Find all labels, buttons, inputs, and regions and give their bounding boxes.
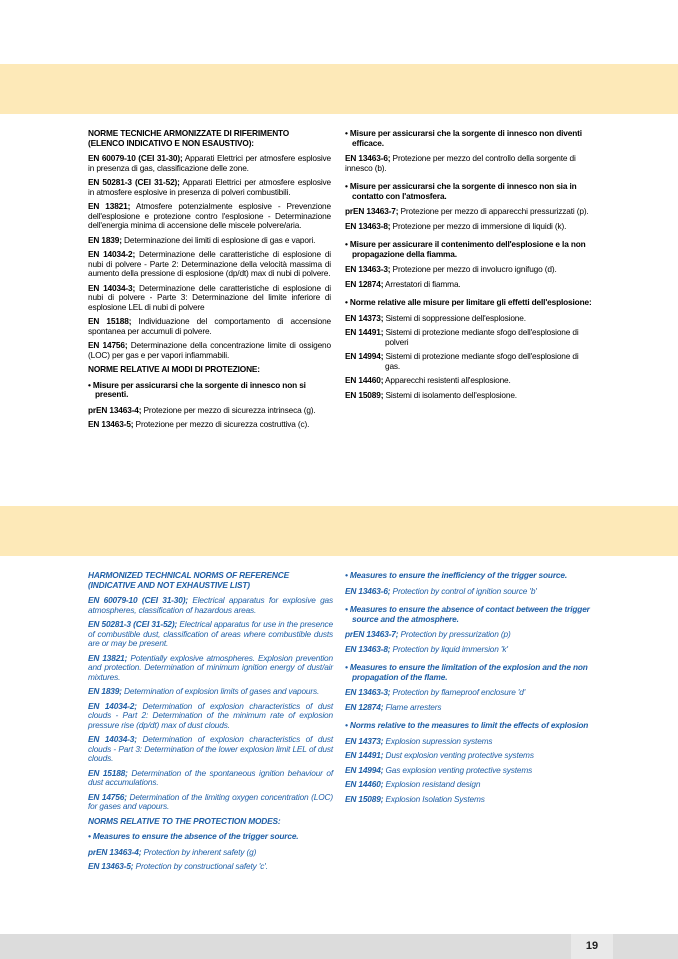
norm-entry: EN 15188; Determination of the spontaneous ignition behaviour of dust accumulations. bbox=[88, 767, 333, 787]
norm-entry: prEN 13463-7; Protection by pressurization (p) bbox=[345, 629, 511, 639]
norm-entry: EN 14034-2; Determination of explosion characteristics of dust clouds - Part 2: Determination of the minimum rate of explosion pressure rise (dp/dt) max of dust clouds. bbox=[88, 700, 333, 730]
norm-entry: EN 13463-6; Protection by control of ignition source 'b' bbox=[345, 585, 537, 596]
english-left-column bbox=[88, 571, 333, 877]
norm-entry: prEN 13463-4; Protection by inherent safety (g) bbox=[88, 846, 257, 857]
norm-entry: EN 14460; Explosion resistand design bbox=[345, 779, 481, 789]
norm-entry: EN 13463-8; Protection by liquid immersion 'k' bbox=[345, 643, 508, 654]
english-norms-heading: HARMONIZED TECHNICAL NORMS OF REFERENCE (INDICATIVE AND NOT EXHAUSTIVE LIST) bbox=[88, 570, 289, 590]
top-color-band bbox=[0, 64, 678, 114]
norm-entry: EN 13463-3; Protection by flameproof enclosure 'd' bbox=[345, 687, 526, 697]
bullet-item: • Measures to ensure the limitation of the explosion and the non propagation of the flame. bbox=[345, 662, 588, 682]
norm-entry: EN 14034-3; Determinazione delle caratteristiche di esplosione di nubi di polvere - Parte 3: Determinazione del limite inferiore di esplosione LEL di nubi di polvere bbox=[88, 282, 331, 312]
bullet-item: • Measures to ensure the absence of contact between the trigger source and the atmosphere. bbox=[345, 604, 590, 624]
norm-entry: EN 13463-8; Protezione per mezzo di immersione di liquidi (k). bbox=[345, 220, 567, 231]
norm-entry: EN 13463-3; Protezione per mezzo di involucro ignifugo (d). bbox=[345, 264, 557, 274]
norm-entry: prEN 13463-4; Protezione per mezzo di sicurezza intrinseca (g). bbox=[88, 404, 316, 415]
norm-entry: EN 13463-5; Protection by constructional safety 'c'. bbox=[88, 861, 268, 871]
italian-left-column bbox=[88, 129, 331, 435]
italian-norms-heading: NORME TECNICHE ARMONIZZATE DI RIFERIMENTO (ELENCO INDICATIVO E NON ESAUSTIVO): bbox=[88, 128, 290, 148]
norm-entry: EN 15188; Individuazione del comportamento di accensione spontanea per accumuli di polvere. bbox=[88, 316, 331, 336]
norm-entry: EN 50281-3 (CEI 31-52); Electrical apparatus for use in the presence of combustible dust, classification of areas where combustible dusts are or may be present. bbox=[88, 619, 333, 648]
bullet-item: • Norme relative alle misure per limitare gli effetti dell'esplosione: bbox=[345, 297, 592, 307]
italian-norms-list bbox=[88, 154, 331, 360]
norm-entry: EN 15089; Explosion Isolation Systems bbox=[345, 793, 485, 804]
norm-entry: EN 13463-6; Protezione per mezzo del controllo della sorgente di innesco (b). bbox=[345, 153, 576, 173]
italian-right-column bbox=[345, 129, 593, 405]
italian-protection-heading: NORME RELATIVE AI MODI DI PROTEZIONE: bbox=[88, 364, 260, 374]
norm-entry: EN 1839; Determination of explosion limits of gases and vapours. bbox=[88, 686, 320, 696]
norm-entry: prEN 13463-7; Protezione per mezzo di apparecchi pressurizzati (p). bbox=[345, 206, 589, 216]
norm-entry: EN 14756; Determinazione della concentrazione limite di ossigeno (LOC) per gas e per vapori infiammabili. bbox=[88, 340, 331, 360]
bullet-item: • Measures to ensure the inefficiency of the trigger source. bbox=[345, 570, 567, 580]
english-right-column bbox=[345, 571, 595, 809]
norm-entry: EN 13821; Potentially explosive atmospheres. Explosion prevention and protection. Determination of minimum ignition energy of dust/air mixtures. bbox=[88, 652, 333, 682]
norm-entry: EN 13463-5; Protezione per mezzo di sicurezza costruttiva (c). bbox=[88, 419, 310, 429]
norm-entry: EN 12874; Flame arresters bbox=[345, 701, 442, 712]
norm-entry: EN 14756; Determination of the limiting oxygen concentration (LOC) for gases and vapours. bbox=[88, 791, 333, 811]
english-norms-list bbox=[88, 596, 333, 812]
page-number: 19 bbox=[571, 934, 613, 959]
middle-color-band bbox=[0, 506, 678, 556]
bullet-item: • Misure per assicurarsi che la sorgente di innesco non diventi efficace. bbox=[345, 128, 582, 148]
norm-entry: EN 12874; Arrestatori di fiamma. bbox=[345, 278, 461, 289]
norm-entry: EN 14034-2; Determinazione delle caratteristiche di esplosione di nubi di polvere - Parte 2: Determinazione della velocità massima di aumento della pressione di esplosione (dp/dt) max di nubi di polvere. bbox=[88, 249, 331, 278]
norm-entry: EN 14994; Sistemi di protezione mediante sfogo dell'esplosione di gas. bbox=[345, 351, 579, 371]
norm-entry: EN 14460; Apparecchi resistenti all'esplosione. bbox=[345, 375, 511, 385]
norm-entry: EN 14491; Dust explosion venting protective systems bbox=[345, 750, 534, 760]
bullet-item: • Misure per assicurarsi che la sorgente di innesco non sia in contatto con l'atmosfera. bbox=[345, 181, 577, 201]
norm-entry: EN 60079-10 (CEI 31-30); Apparati Elettrici per atmosfere esplosive in presenza di gas, classificazione delle zone. bbox=[88, 153, 331, 173]
english-protection-heading: NORMS RELATIVE TO THE PROTECTION MODES: bbox=[88, 815, 281, 826]
norm-entry: EN 13821; Atmosfere potenzialmente esplosive - Prevenzione dell'esplosione e protezione contro l'esplosione - Determinazione dell'energia minima di accensione delle miscele polvere/aria. bbox=[88, 201, 331, 230]
bullet-item: • Misure per assicurarsi che la sorgente di innesco non si presenti. bbox=[88, 379, 306, 399]
norm-entry: EN 1839; Determinazione dei limiti di esplosione di gas e vapori. bbox=[88, 234, 316, 245]
norm-entry: EN 50281-3 (CEI 31-52); Apparati Elettrici per atmosfere esplosive in atmosfere esplosive in presenza di polveri combustibili. bbox=[88, 177, 331, 197]
norm-entry: EN 14034-3; Determination of explosion characteristics of dust clouds - Part 3: Determination of the lower explosion limit LEL of dust clouds. bbox=[88, 734, 333, 763]
norm-entry: EN 60079-10 (CEI 31-30); Electrical apparatus for explosive gas atmospheres, classification of hazardous areas. bbox=[88, 595, 333, 615]
bullet-item: • Measures to ensure the absence of the trigger source. bbox=[88, 831, 299, 841]
bullet-item: • Misure per assicurare il contenimento dell'esplosione e la non propagazione della fiamma. bbox=[345, 239, 586, 259]
norm-entry: EN 14373; Sistemi di soppressione dell'esplosione. bbox=[345, 312, 526, 323]
norm-entry: EN 14373; Explosion supression systems bbox=[345, 735, 493, 746]
norm-entry: EN 14491; Sistemi di protezione mediante sfogo dell'esplosione di polveri bbox=[345, 327, 579, 347]
bullet-item: • Norms relative to the measures to limit the effects of explosion bbox=[345, 720, 589, 730]
norm-entry: EN 14994; Gas explosion venting protective systems bbox=[345, 764, 533, 775]
norm-entry: EN 15089; Sistemi di isolamento dell'esplosione. bbox=[345, 389, 517, 400]
